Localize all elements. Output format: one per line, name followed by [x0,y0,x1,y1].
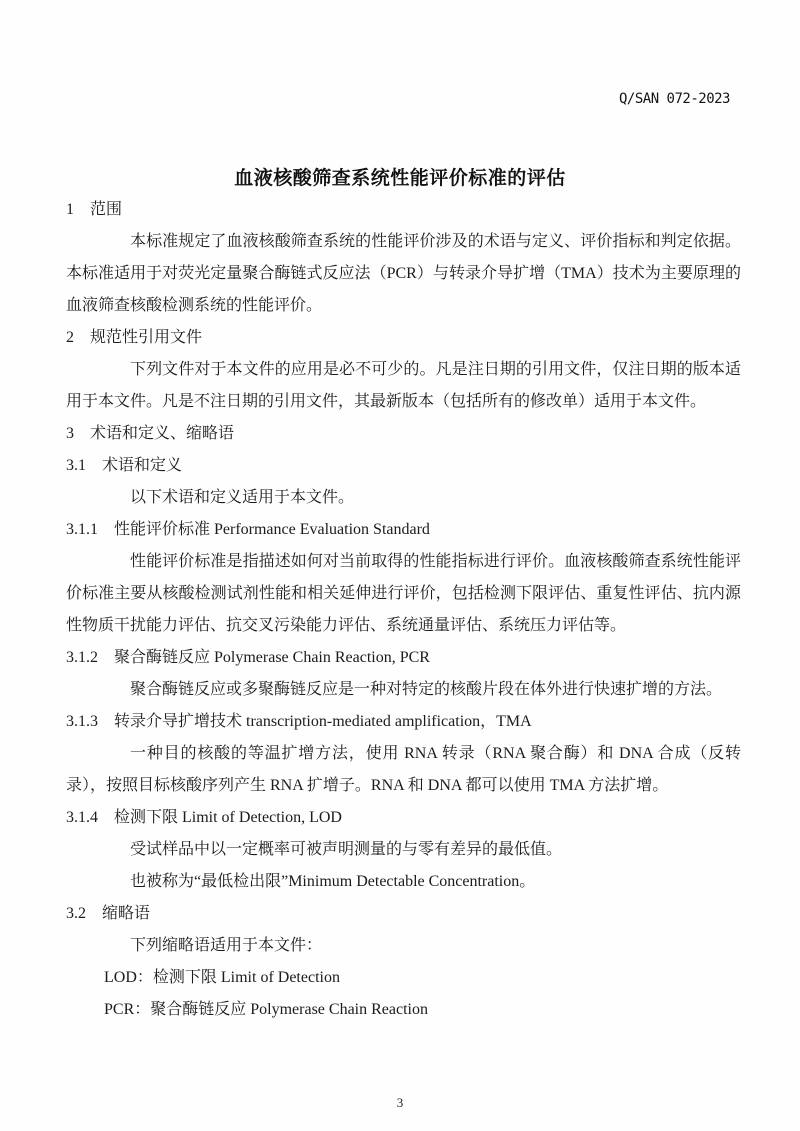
section-3-1-4-paragraph-1: 受试样品中以一定概率可被声明测量的与零有差异的最低值。 [130,841,563,858]
section-3-1-paragraph: 以下术语和定义适用于本文件。 [130,489,355,506]
abbreviation-pcr: PCR：聚合酶链反应 Polymerase Chain Reaction [104,1001,428,1018]
section-3-1-2-heading: 3.1.2 聚合酶链反应 Polymerase Chain Reaction, PCR [66,649,430,666]
section-3-1-4-paragraph-2: 也被称为“最低检出限”Minimum Detectable Concentration。 [130,873,536,890]
abbreviation-lod: LOD：检测下限 Limit of Detection [104,969,340,986]
section-3-1-2-paragraph: 聚合酶链反应或多聚酶链反应是一种对特定的核酸片段在体外进行快速扩增的方法。 [130,681,723,698]
section-3-heading: 3 术语和定义、缩略语 [66,425,235,442]
page-number: 3 [396,1095,404,1110]
section-3-1-1-heading: 3.1.1 性能评价标准 Performance Evaluation Standard [66,521,430,538]
section-2-heading: 2 规范性引用文件 [66,329,203,346]
document-body [66,194,741,1026]
document-title: 血液核酸筛查系统性能评价标准的评估 [234,168,566,189]
doc-code: Q/SAN 072-2023 [618,91,730,107]
section-3-1-3-heading: 3.1.3 转录介导扩增技术 transcription-mediated amplification，TMA [66,713,532,730]
section-3-2-heading: 3.2 缩略语 [66,905,151,922]
section-1-paragraph: 本标准规定了血液核酸筛查系统的性能评价涉及的术语与定义、评价指标和判定依据。本标准适用于对荧光定量聚合酶链式反应法（PCR）与转录介导扩增（TMA）技术为主要原理的血液筛查核酸检测系统的性能评价。 [66,233,741,314]
section-3-1-4-heading: 3.1.4 检测下限 Limit of Detection, LOD [66,809,342,826]
section-1-heading: 1 范围 [66,201,123,218]
section-3-2-paragraph: 下列缩略语适用于本文件： [130,937,323,954]
section-3-1-heading: 3.1 术语和定义 [66,457,183,474]
section-2-paragraph: 下列文件对于本文件的应用是必不可少的。凡是注日期的引用文件，仅注日期的版本适用于本文件。凡是不注日期的引用文件，其最新版本（包括所有的修改单）适用于本文件。 [66,361,741,410]
section-3-1-1-paragraph: 性能评价标准是指描述如何对当前取得的性能指标进行评价。血液核酸筛查系统性能评价标准主要从核酸检测试剂性能和相关延伸进行评价，包括检测下限评估、重复性评估、抗内源性物质干扰能力评估、抗交叉污染能力评估、系统通量评估、系统压力评估等。 [66,553,741,634]
section-3-1-3-paragraph: 一种目的核酸的等温扩增方法，使用 RNA 转录（RNA 聚合酶）和 DNA 合成（反转录），按照目标核酸序列产生 RNA 扩增子。RNA 和 DNA 都可以使用 TMA 方法扩增。 [66,745,741,794]
